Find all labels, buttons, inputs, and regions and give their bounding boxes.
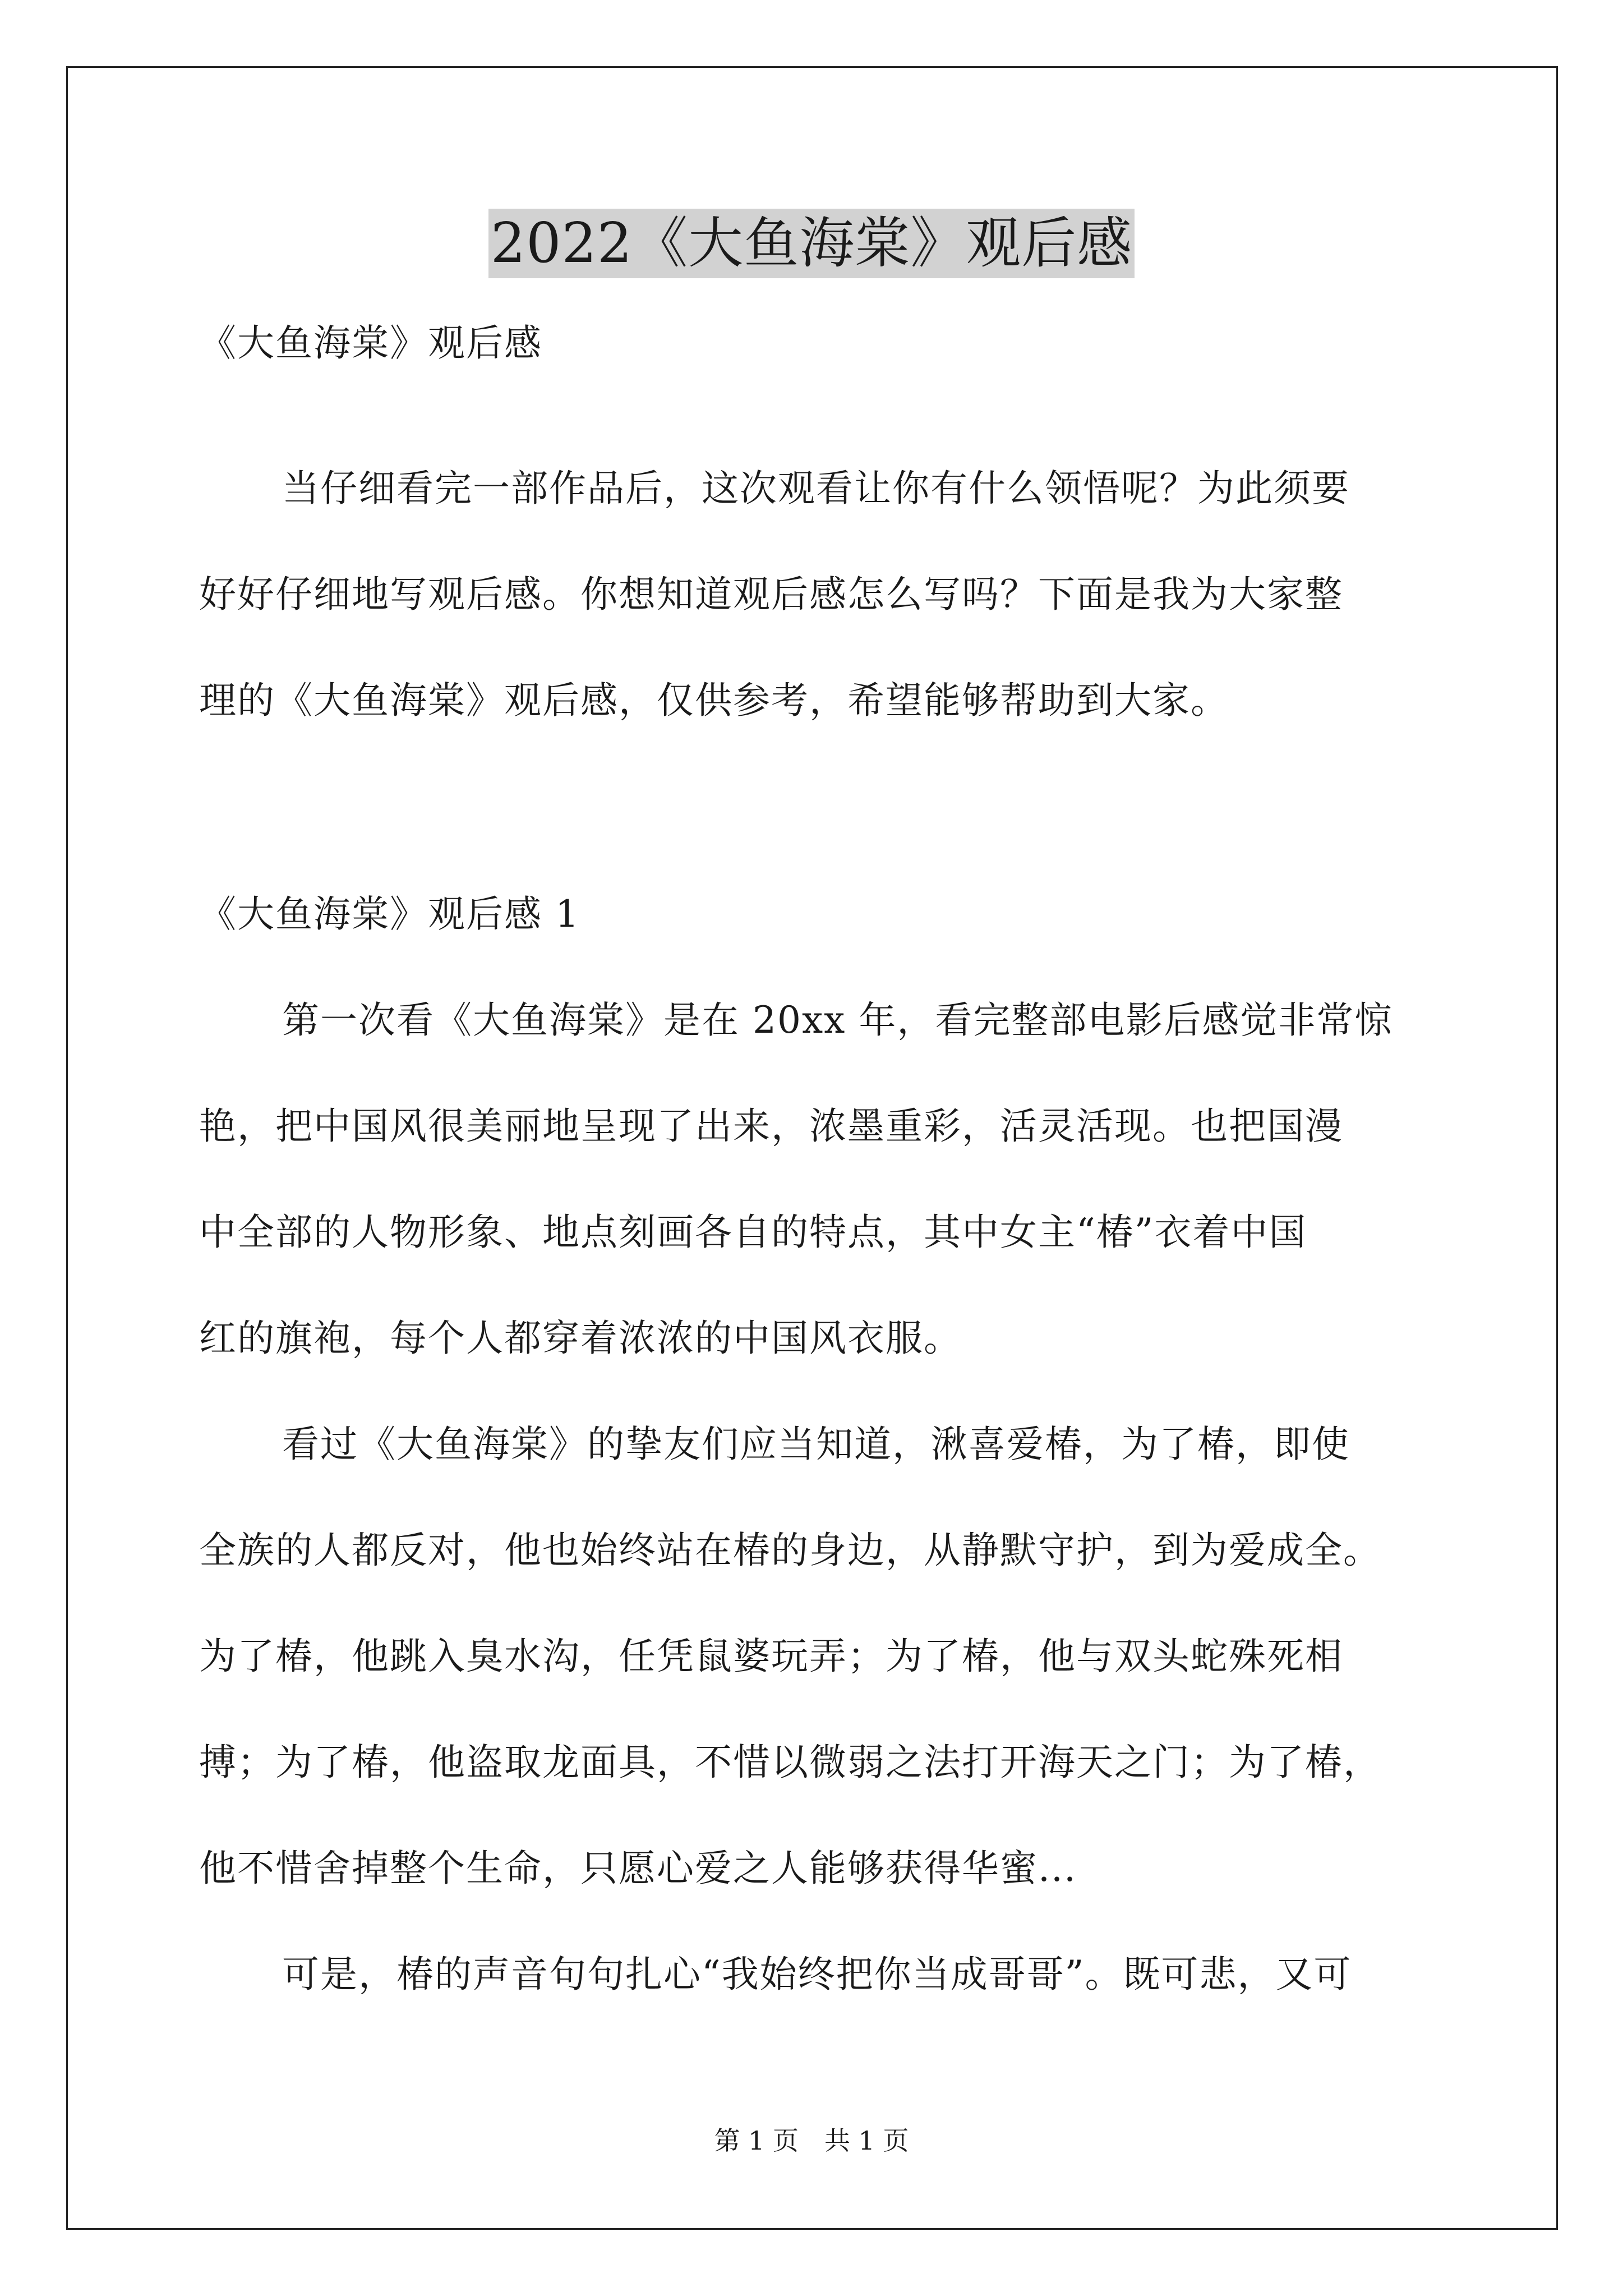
intro-heading: 《大鱼海棠》观后感 — [199, 321, 542, 365]
page-number: 第 1 页 共 1 页 — [714, 2125, 909, 2156]
intro-line: 好好仔细地写观后感。你想知道观后感怎么写吗？下面是我为大家整 — [199, 573, 1343, 616]
paragraph-line: 他不惜舍掉整个生命，只愿心爱之人能够获得华蜜... — [199, 1847, 1077, 1890]
paragraph-line: 可是，椿的声音句句扎心“我始终把你当成哥哥”。既可悲，又可 — [282, 1953, 1352, 1996]
document-title: 2022《大鱼海棠》观后感 — [488, 209, 1135, 278]
paragraph-line: 红的旗袍，每个人都穿着浓浓的中国风衣服。 — [199, 1317, 962, 1360]
paragraph-line: 中全部的人物形象、地点刻画各自的特点，其中女主“椿”衣着中国 — [199, 1211, 1307, 1254]
intro-line: 当仔细看完一部作品后，这次观看让你有什么领悟呢？为此须要 — [282, 467, 1350, 510]
paragraph-line: 为了椿，他跳入臭水沟，任凭鼠婆玩弄；为了椿，他与双头蛇殊死相 — [199, 1635, 1343, 1678]
section-heading: 《大鱼海棠》观后感 1 — [199, 892, 580, 936]
paragraph-line: 全族的人都反对，他也始终站在椿的身边，从静默守护，到为爱成全。 — [199, 1529, 1381, 1572]
title-container — [0, 209, 1623, 278]
paragraph-line: 搏；为了椿，他盗取龙面具，不惜以微弱之法打开海天之门；为了椿， — [199, 1741, 1381, 1784]
intro-line: 理的《大鱼海棠》观后感，仅供参考，希望能够帮助到大家。 — [199, 679, 1229, 722]
paragraph-line: 看过《大鱼海棠》的挚友们应当知道，湫喜爱椿，为了椿，即使 — [282, 1423, 1350, 1466]
paragraph-line: 艳，把中国风很美丽地呈现了出来，浓墨重彩，活灵活现。也把国漫 — [199, 1105, 1343, 1148]
paragraph-line: 第一次看《大鱼海棠》是在 20xx 年，看完整部电影后感觉非常惊 — [282, 999, 1393, 1042]
